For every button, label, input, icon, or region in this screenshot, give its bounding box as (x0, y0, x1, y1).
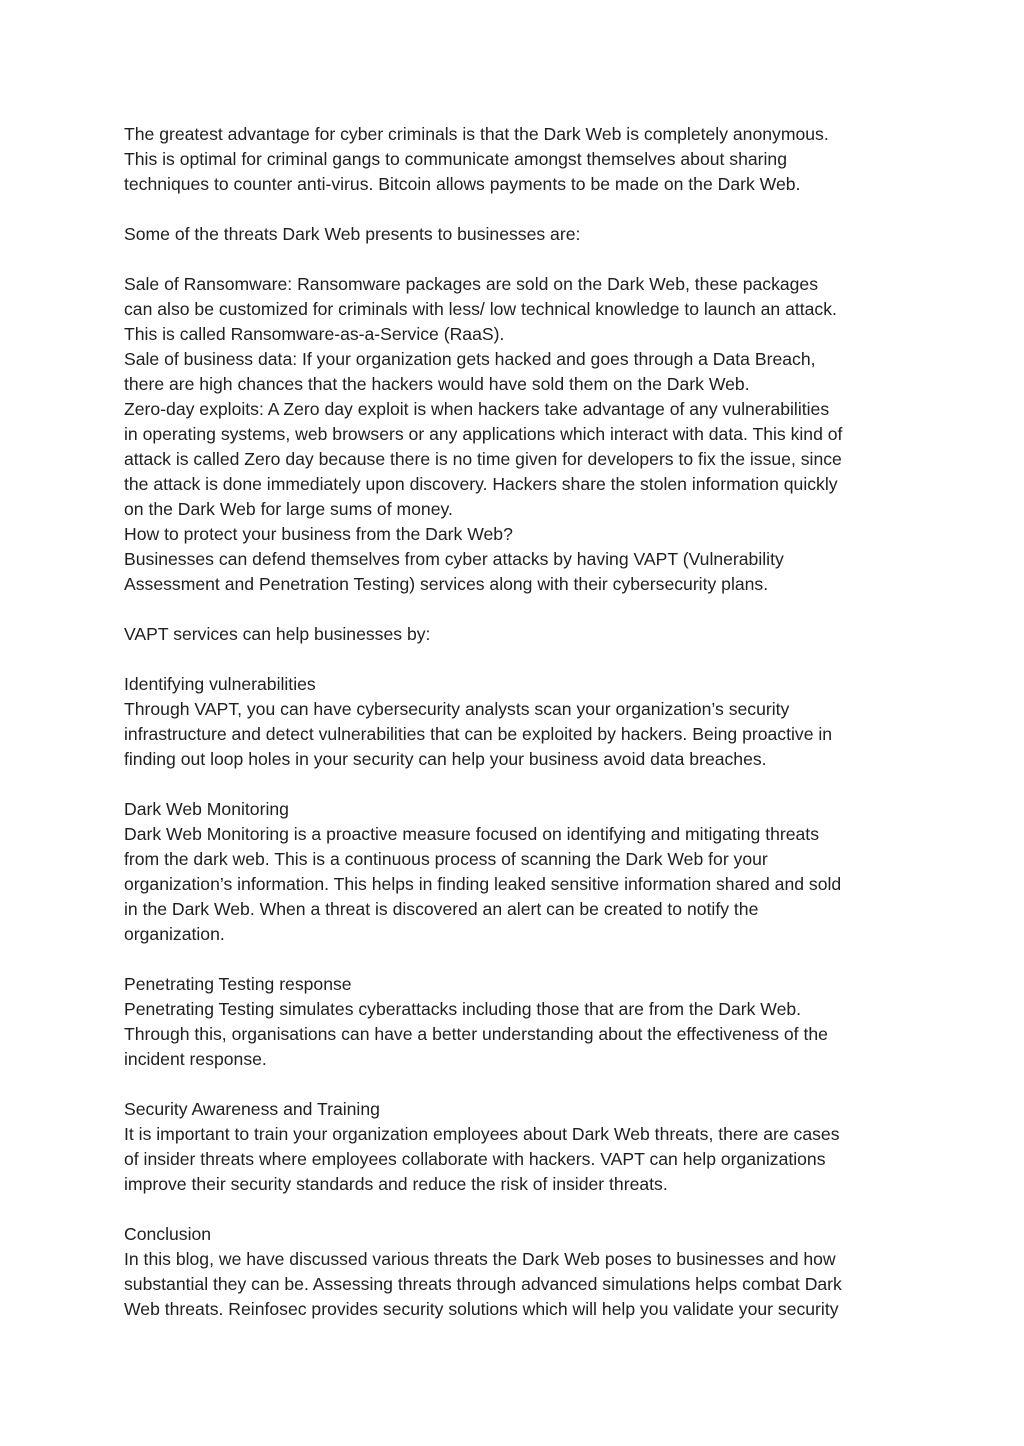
paragraph-spacer (124, 647, 914, 672)
paragraph (124, 1097, 914, 1197)
text-line: attack is called Zero day because there is no time given for developers to fix the issue, since (124, 449, 842, 469)
text-line: This is optimal for criminal gangs to communicate amongst themselves about sharing (124, 149, 787, 169)
text-line: Zero-day exploits: A Zero day exploit is when hackers take advantage of any vulnerabilities (124, 399, 830, 419)
text-line: there are high chances that the hackers would have sold them on the Dark Web. (124, 374, 750, 394)
paragraph (124, 622, 914, 647)
text-line: The greatest advantage for cyber criminals is that the Dark Web is completely anonymous. (124, 124, 829, 144)
text-line: organization. (124, 924, 225, 944)
text-line: finding out loop holes in your security can help your business avoid data breaches. (124, 749, 767, 769)
text-line: Penetrating Testing response (124, 974, 352, 994)
text-line: in operating systems, web browsers or any applications which interact with data. This kind of (124, 424, 843, 444)
text-line: substantial they can be. Assessing threats through advanced simulations helps combat Dark (124, 1274, 842, 1294)
paragraph-spacer (124, 772, 914, 797)
text-line: Through this, organisations can have a better understanding about the effectiveness of the (124, 1024, 828, 1044)
text-line: in the Dark Web. When a threat is discovered an alert can be created to notify the (124, 899, 759, 919)
paragraph (124, 1222, 914, 1322)
paragraph-spacer (124, 247, 914, 272)
text-line: from the dark web. This is a continuous process of scanning the Dark Web for your (124, 849, 768, 869)
text-line: Sale of Ransomware: Ransomware packages are sold on the Dark Web, these packages (124, 274, 819, 294)
text-line: infrastructure and detect vulnerabilities that can be exploited by hackers. Being proactive in (124, 724, 833, 744)
text-line: How to protect your business from the Dark Web? (124, 524, 513, 544)
text-line: Conclusion (124, 1224, 212, 1244)
paragraph (124, 672, 914, 772)
text-line: improve their security standards and reduce the risk of insider threats. (124, 1174, 668, 1194)
paragraph (124, 797, 914, 947)
text-line: VAPT services can help businesses by: (124, 624, 431, 644)
text-line: Some of the threats Dark Web presents to businesses are: (124, 224, 581, 244)
paragraph-spacer (124, 197, 914, 222)
paragraph (124, 122, 914, 197)
text-line: This is called Ransomware-as-a-Service (RaaS). (124, 324, 505, 344)
text-line: Security Awareness and Training (124, 1099, 380, 1119)
paragraph-spacer (124, 947, 914, 972)
text-line: Dark Web Monitoring (124, 799, 289, 819)
paragraph (124, 972, 914, 1072)
text-line: can also be customized for criminals with less/ low technical knowledge to launch an attack. (124, 299, 837, 319)
text-line: Identifying vulnerabilities (124, 674, 316, 694)
text-line: on the Dark Web for large sums of money. (124, 499, 453, 519)
text-line: techniques to counter anti-virus. Bitcoin allows payments to be made on the Dark Web. (124, 174, 801, 194)
text-line: Assessment and Penetration Testing) services along with their cybersecurity plans. (124, 574, 769, 594)
paragraph-spacer (124, 1072, 914, 1097)
text-line: organization’s information. This helps in finding leaked sensitive information shared and sold (124, 874, 842, 894)
text-line: Web threats. Reinfosec provides security solutions which will help you validate your security (124, 1299, 839, 1319)
paragraph (124, 222, 914, 247)
text-line: Businesses can defend themselves from cyber attacks by having VAPT (Vulnerability (124, 549, 784, 569)
text-line: incident response. (124, 1049, 267, 1069)
text-line: It is important to train your organization employees about Dark Web threats, there are cases (124, 1124, 840, 1144)
paragraph-spacer (124, 1197, 914, 1222)
paragraph-spacer (124, 597, 914, 622)
text-line: Penetrating Testing simulates cyberattacks including those that are from the Dark Web. (124, 999, 802, 1019)
document-body (124, 122, 914, 1322)
text-line: Through VAPT, you can have cybersecurity analysts scan your organization’s security (124, 699, 790, 719)
text-line: of insider threats where employees collaborate with hackers. VAPT can help organizations (124, 1149, 826, 1169)
text-line: In this blog, we have discussed various threats the Dark Web poses to businesses and how (124, 1249, 836, 1269)
paragraph (124, 272, 914, 597)
text-line: Dark Web Monitoring is a proactive measure focused on identifying and mitigating threats (124, 824, 819, 844)
text-line: the attack is done immediately upon discovery. Hackers share the stolen information quickly (124, 474, 838, 494)
text-line: Sale of business data: If your organization gets hacked and goes through a Data Breach, (124, 349, 816, 369)
